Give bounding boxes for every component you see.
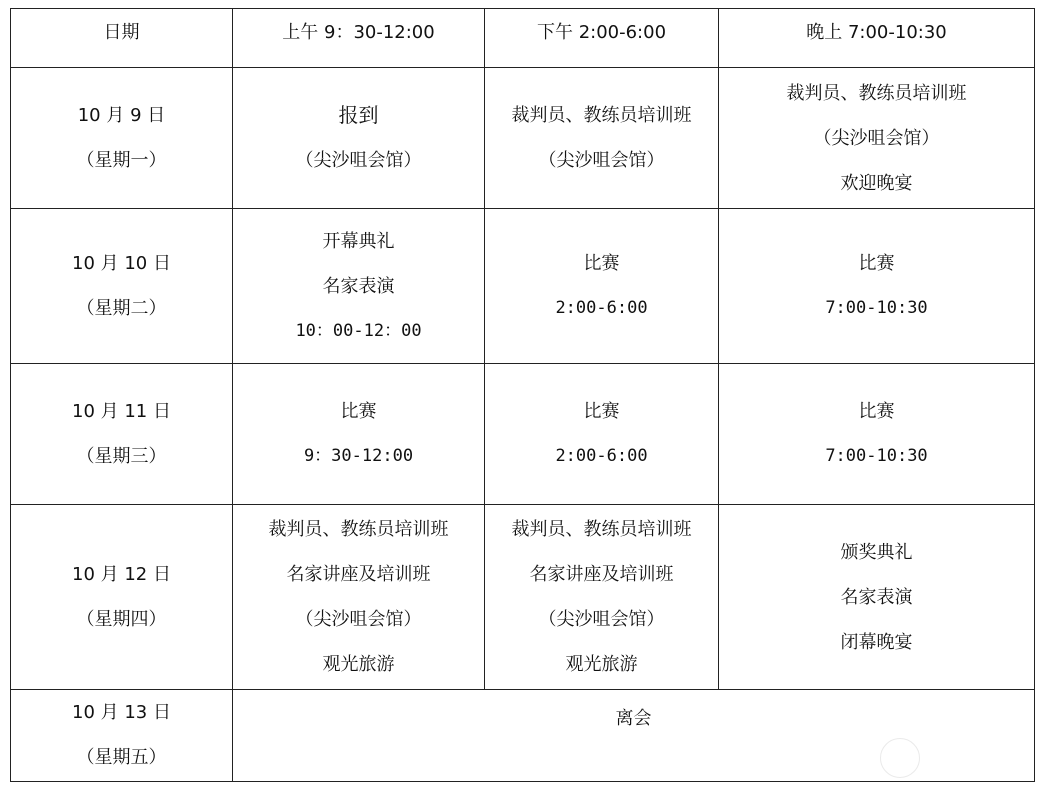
faint-seal-mark	[880, 738, 920, 778]
table-row	[11, 690, 1035, 782]
event-line: 裁判员、教练员培训班	[511, 519, 692, 540]
date-label: 10 月 13 日	[72, 702, 171, 723]
event-line: 闭幕晚宴	[840, 631, 913, 653]
event-line: 报到	[338, 103, 379, 127]
afternoon-cell	[485, 209, 719, 364]
schedule-table	[10, 8, 1035, 782]
date-label: 10 月 11 日	[72, 401, 171, 422]
event-line: 裁判员、教练员培训班	[268, 519, 449, 540]
event-line: 颁奖典礼	[840, 541, 913, 563]
event-time: 7:00-10:30	[825, 446, 928, 466]
event-line: 裁判员、教练员培训班	[786, 82, 967, 104]
event-line: （尖沙咀会馆）	[813, 127, 940, 149]
evening-cell	[719, 209, 1035, 364]
event-time: 9：30-12:00	[303, 446, 414, 466]
weekday-label: （星期一）	[76, 150, 167, 171]
morning-cell	[233, 505, 485, 690]
event-line: （尖沙咀会馆）	[295, 150, 422, 171]
date-cell	[11, 68, 233, 209]
table-row	[11, 68, 1035, 209]
event-line: 名家讲座及培训班	[529, 564, 674, 585]
event-line: 裁判员、教练员培训班	[511, 105, 692, 126]
morning-cell	[233, 364, 485, 505]
table-row	[11, 364, 1035, 505]
event-time: 7:00-10:30	[825, 298, 928, 318]
table-row	[11, 209, 1035, 364]
header-row	[11, 9, 1035, 68]
event-line: 观光旅游	[322, 654, 395, 675]
event-line: 欢迎晚宴	[840, 172, 913, 194]
event-line: 比赛	[340, 401, 377, 422]
date-cell	[11, 505, 233, 690]
event-line: 开幕典礼	[322, 230, 395, 252]
event-time: 10：00-12：00	[295, 320, 422, 341]
event-line: 名家表演	[840, 586, 913, 608]
event-time: 2:00-6:00	[555, 298, 648, 318]
header-date: 日期	[11, 9, 233, 68]
event-line: 比赛	[583, 401, 620, 422]
evening-cell	[719, 505, 1035, 690]
event-time: 2:00-6:00	[555, 446, 648, 466]
date-cell	[11, 209, 233, 364]
weekday-label: （星期二）	[76, 298, 167, 319]
afternoon-cell	[485, 68, 719, 209]
evening-cell	[719, 364, 1035, 505]
weekday-label: （星期三）	[76, 446, 167, 467]
weekday-label: （星期四）	[76, 609, 167, 630]
afternoon-cell	[485, 505, 719, 690]
event-line: 比赛	[858, 253, 895, 274]
afternoon-cell	[485, 364, 719, 505]
header-morning: 上午 9：30-12:00	[233, 9, 485, 68]
weekday-label: （星期五）	[76, 747, 167, 768]
event-line: 比赛	[583, 253, 620, 274]
evening-cell	[719, 68, 1035, 209]
event-line: （尖沙咀会馆）	[538, 609, 665, 630]
morning-cell	[233, 68, 485, 209]
morning-cell	[233, 209, 485, 364]
header-evening: 晚上 7:00-10:30	[719, 9, 1035, 68]
event-line: 名家表演	[322, 275, 395, 297]
date-label: 10 月 9 日	[77, 105, 166, 126]
event-line: （尖沙咀会馆）	[538, 150, 665, 171]
date-label: 10 月 10 日	[72, 253, 171, 274]
date-cell	[11, 690, 233, 782]
table-row	[11, 505, 1035, 690]
event-line: 比赛	[858, 401, 895, 422]
event-line: 观光旅游	[565, 654, 638, 675]
event-line: 名家讲座及培训班	[286, 564, 431, 585]
event-line: 离会	[615, 708, 652, 729]
date-cell	[11, 364, 233, 505]
date-label: 10 月 12 日	[72, 564, 171, 585]
event-line: （尖沙咀会馆）	[295, 609, 422, 630]
header-afternoon: 下午 2:00-6:00	[485, 9, 719, 68]
